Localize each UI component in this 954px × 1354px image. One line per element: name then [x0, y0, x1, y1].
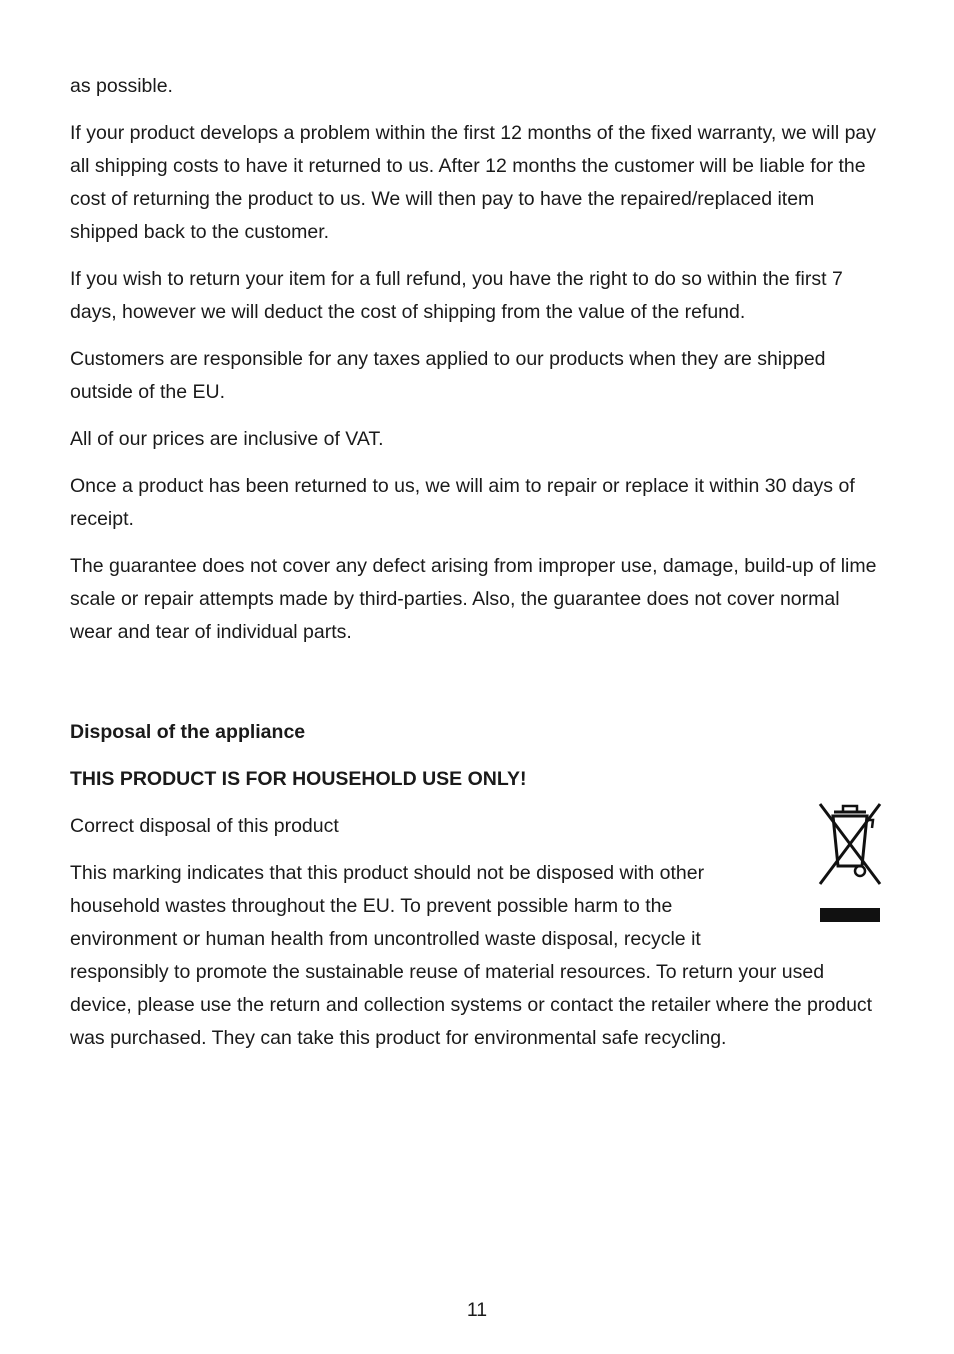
- page-number: 11: [466, 1299, 488, 1321]
- paragraph-taxes: Customers are responsible for any taxes applied to our products when they are shipped outside of the EU.: [70, 348, 826, 403]
- disposal-subtitle: Correct disposal of this product: [70, 815, 339, 837]
- paragraph-vat: All of our prices are inclusive of VAT.: [70, 428, 384, 450]
- document-page: [70, 70, 885, 1069]
- paragraph-refund: If you wish to return your item for a full refund, you have the right to do so within the first 7 days, however we will deduct the cost of shipping from the value of the refund.: [70, 268, 843, 323]
- paragraph-guarantee-exclusions: The guarantee does not cover any defect arising from improper use, damage, build-up of lime scale or repair attempts made by third-parties. Also, the guarantee does not cover normal wear and tear of individual parts.: [70, 555, 877, 643]
- paragraph-warranty-shipping: If your product develops a problem within the first 12 months of the fixed warranty, we will pay all shipping costs to have it returned to us. After 12 months the customer will be liable for the cost of returning the product to us. We will then pay to have the repaired/replaced item shipped back to the customer.: [70, 122, 877, 243]
- crossed-out-wheelie-bin-icon: [800, 788, 900, 938]
- paragraph-continuation: as possible.: [70, 75, 173, 97]
- household-use-warning: THIS PRODUCT IS FOR HOUSEHOLD USE ONLY!: [70, 768, 527, 790]
- disposal-body: This marking indicates that this product should not be disposed with other household wastes throughout the EU. To prevent possible harm to the environment or human health from uncontrolled waste disposal, recycle it responsibly to promote the sustainable reuse of material resources. To return your used device, please use the return and collection systems or contact the retailer where the product was purchased. They can take this product for environmental safe recycling.: [70, 862, 873, 1049]
- paragraph-repair-time: Once a product has been returned to us, we will aim to repair or replace it within 30 days of receipt.: [70, 475, 855, 530]
- section-gap: [70, 663, 885, 716]
- disposal-heading: Disposal of the appliance: [70, 721, 306, 743]
